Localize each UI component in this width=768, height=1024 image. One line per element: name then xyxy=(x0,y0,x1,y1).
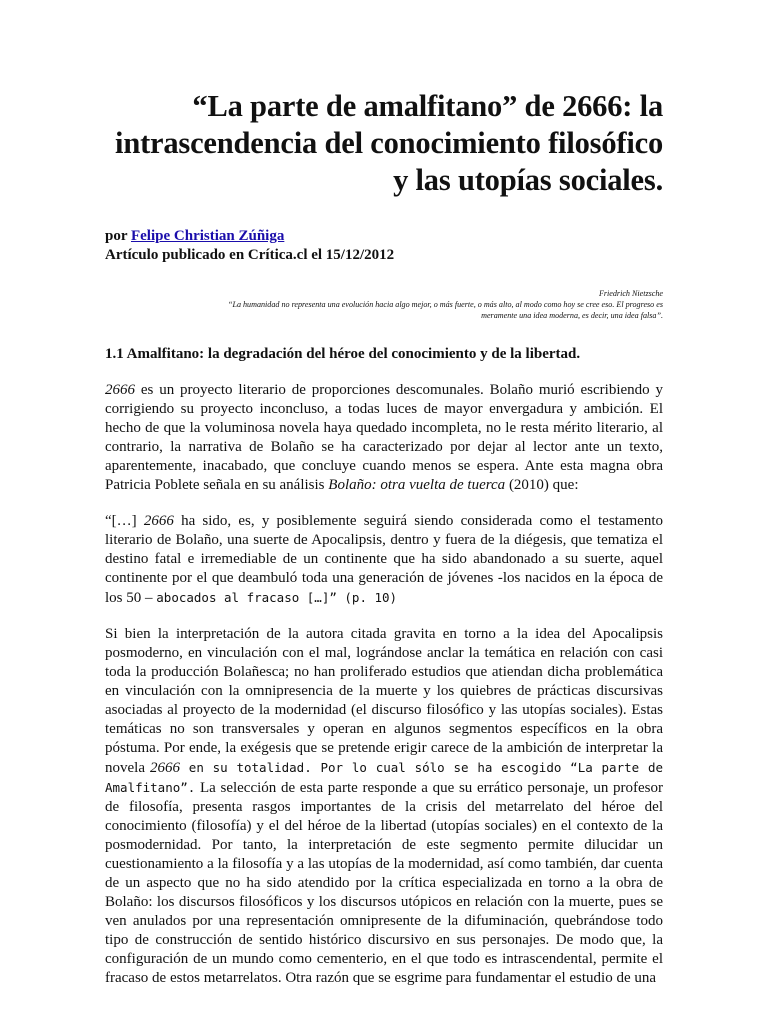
paragraph-2-text-2: La selección de esta parte responde a que su errático personaje, un profesor de filosofía, presenta rasgos importantes de la crisis del metarrelato del héroe del conocimiento (filosofía) y el del héroe de la libertad (utopías sociales) en el contexto de la posmodernidad. Por tanto, la interpretación de este segmento permite dilucidar un cuestionamiento a la filosofía y a las utopías de la modernidad, así como también, dar cuenta de un aspecto que no ha sido atendido por la crítica especializada en torno a la obra de Bolaño: los discursos filosóficos y los discursos utópicos en relación con la muerte, pues se ven anulados por una representación omnipresente de la difuminación, quebrándose todo tipo de construcción de sentido histórico discursivo en sus personajes. De modo que, la configuración de un mundo como cementerio, en el que todo es intrascendental, permite el fracaso de estos metarrelatos. Otra razón que se esgrime para fundamentar el estudio de una xyxy=(105,780,663,986)
paragraph-2-italic: 2666 xyxy=(150,760,180,776)
paragraph-1-cited-title: Bolaño: otra vuelta de tuerca xyxy=(328,477,506,493)
paragraph-2-mono: en su totalidad. Por lo cual sólo se ha escogido “La parte de Amalfitano”. xyxy=(105,760,663,795)
paragraph-2 xyxy=(105,625,663,988)
paragraph-2-text-1: Si bien la interpretación de la autora citada gravita en torno a la idea del Apocalipsis posmoderno, en vinculación con el mal, lográndose anclar la temática en relación con casi toda la producción Bolañesca; no han proliferado estudios que atiendan dicha problemática en vinculación con la omnipresencia de la muerte y los quiebres de prácticas discursivas asociadas al proyecto de la modernidad (el discurso filosófico y las utopías sociales). Estas temáticas no son transversales y operan en algunos segmentos específicos en la obra póstuma. Por ende, la exégesis que se pretende erigir carece de la ambición de interpretar la novela xyxy=(105,626,663,776)
epigraph xyxy=(105,288,663,321)
title-line-2: intrascendencia del conocimiento filosófico xyxy=(115,126,663,160)
epigraph-line-2: meramente una idea moderna, es decir, una idea falsa”. xyxy=(481,311,663,320)
paragraph-1-text: es un proyecto literario de proporciones descomunales. Bolaño murió escribiendo y corrigiendo su proyecto inconcluso, a todas luces de mayor envergadura y ambición. El hecho de que la voluminosa novela haya quedado incompleta, no le resta mérito literario, al contrario, la narrativa de Bolaño se ha caracterizado por dejar al lector ante un texto, aparentemente, inacabado, que concluye cuando menos se espera. Ante esta magna obra Patricia Poblete señala en su análisis xyxy=(105,382,663,493)
article-title xyxy=(105,0,663,199)
epigraph-author: Friedrich Nietzsche xyxy=(598,289,663,298)
quote-italic: 2666 xyxy=(143,513,174,529)
quote-text: ha sido, es, y posiblemente seguirá siendo considerada como el testamento literario de Bolaño, una suerte de Apocalipsis, dentro y fuera de la diégesis, que tematiza el destino fatal e irremediable de un continente que ha sido abandonado a su suerte, aquel continente por el que deambuló toda una generación de jóvenes -los nacidos en la época de los 50 – xyxy=(105,513,663,606)
quote-open: “[…] xyxy=(105,513,144,529)
epigraph-line-1: “La humanidad no representa una evolución hacia algo mejor, o más fuerte, o más alto, al modo como hoy se cree eso. El progreso es xyxy=(227,300,663,309)
byline xyxy=(105,227,663,265)
paragraph-1-end: (2010) que: xyxy=(505,477,579,493)
title-line-1: “La parte de amalfitano” de 2666: la xyxy=(192,89,663,123)
paragraph-1-italic-start: 2666 xyxy=(105,382,135,398)
paragraph-1 xyxy=(105,381,663,495)
title-line-3: y las utopías sociales. xyxy=(393,163,663,197)
section-heading: 1.1 Amalfitano: la degradación del héroe del conocimiento y de la libertad. xyxy=(105,346,581,362)
byline-prefix: por xyxy=(105,228,131,244)
quote-end: abocados al fracaso […]” (p. 10) xyxy=(156,590,398,605)
publication-line: Artículo publicado en Crítica.cl el 15/12/2012 xyxy=(105,247,395,263)
author-link[interactable]: Felipe Christian Zúñiga xyxy=(130,228,285,244)
block-quote xyxy=(105,512,663,608)
author-line xyxy=(105,227,663,246)
